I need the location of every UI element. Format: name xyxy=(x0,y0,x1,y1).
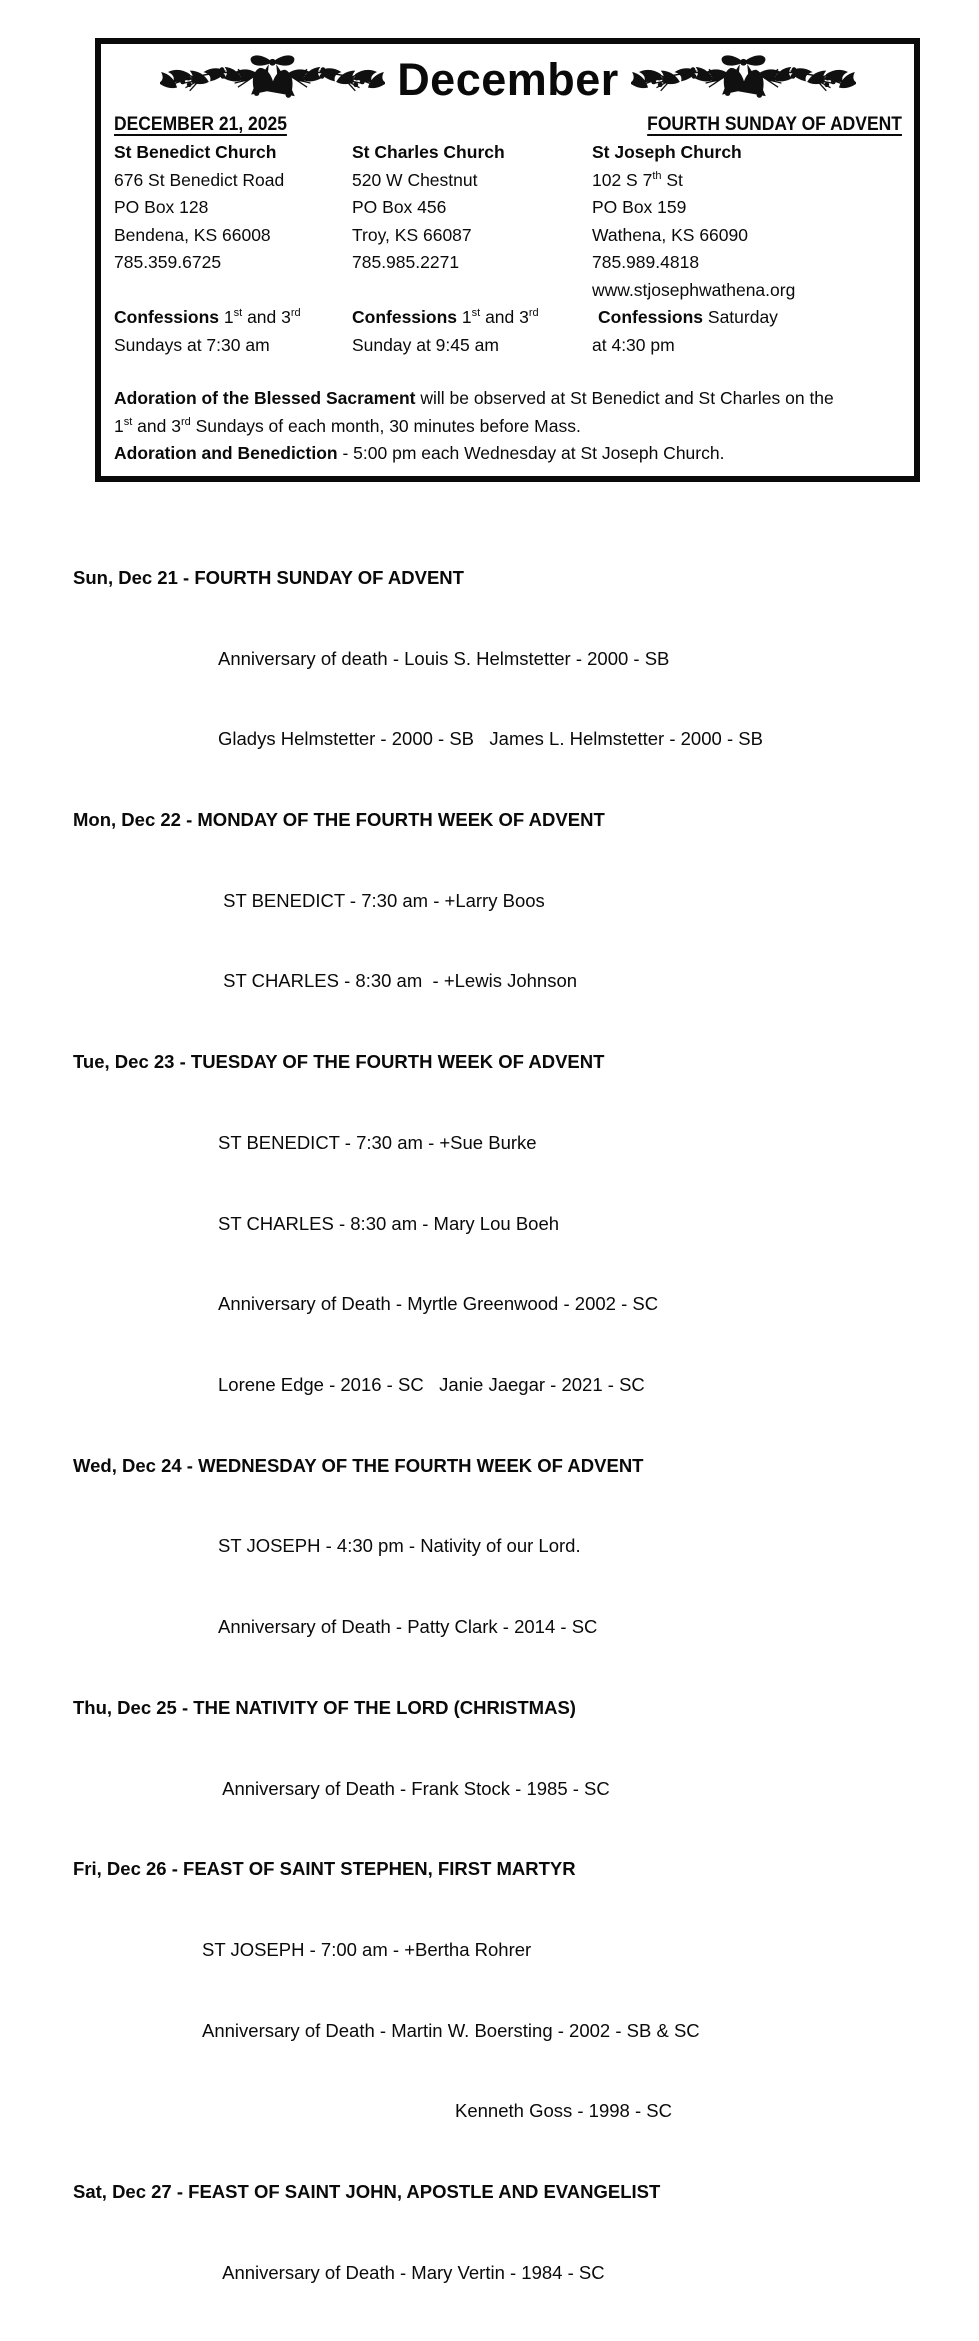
month-title: December xyxy=(397,54,619,105)
church-col-st-benedict xyxy=(114,139,352,359)
confessions-line: Confessions 1st and 3rd xyxy=(114,307,301,327)
schedule-line: ST JOSEPH - 7:00 am - +Bertha Rohrer xyxy=(202,1939,532,1961)
church-name: St Benedict Church xyxy=(114,142,277,162)
schedule-line: ST JOSEPH - 4:30 pm - Nativity of our Lord. xyxy=(218,1535,581,1557)
confessions-label: Confessions xyxy=(114,307,220,327)
schedule-line: ST CHARLES - 8:30 am - Mary Lou Boeh xyxy=(218,1212,560,1234)
confessions-time: Sundays at 7:30 am xyxy=(114,334,270,355)
church-po-box: PO Box 456 xyxy=(352,197,447,217)
church-phone: 785.985.2271 xyxy=(352,252,460,272)
church-city: Wathena, KS 66090 xyxy=(592,224,748,245)
schedule-day-heading: Fri, Dec 26 - FEAST OF SAINT STEPHEN, FIRST MARTYR xyxy=(73,1858,576,1880)
masthead-title-row xyxy=(114,48,902,112)
spacer-line xyxy=(352,277,592,305)
schedule-line: Anniversary of death - Louis S. Helmstetter - 2000 - SB xyxy=(218,647,670,669)
schedule-line: ST BENEDICT - 7:30 am - +Sue Burke xyxy=(218,1131,537,1153)
schedule-day-heading: Sat, Dec 27 - FEAST OF SAINT JOHN, APOSTLE AND EVANGELIST xyxy=(73,2181,661,2203)
schedule-line: Anniversary of Death - Patty Clark - 2014 - SC xyxy=(218,1616,598,1638)
church-name: St Charles Church xyxy=(352,142,505,162)
church-phone: 785.989.4818 xyxy=(592,252,700,272)
schedule-line: Anniversary of Death - Myrtle Greenwood - 2002 - SC xyxy=(218,1293,659,1315)
holly-bells-ornament-icon xyxy=(631,51,856,109)
adoration-sentence-2: Adoration and Benediction - 5:00 pm each Wednesday at St Joseph Church. xyxy=(114,443,725,463)
schedule-day-heading: Wed, Dec 24 - WEDNESDAY OF THE FOURTH WEEK OF ADVENT xyxy=(73,1454,644,1476)
church-city: Bendena, KS 66008 xyxy=(114,224,271,245)
schedule-line: Kenneth Goss - 1998 - SC xyxy=(455,2100,672,2122)
church-po-box: PO Box 128 xyxy=(114,197,209,217)
mass-schedule xyxy=(73,511,763,2341)
church-website: www.stjosephwathena.org xyxy=(592,279,796,300)
schedule-line: ST CHARLES - 8:30 am - +Lewis Johnson xyxy=(218,970,578,992)
confessions-line: Confessions Saturday xyxy=(598,307,778,327)
spacer-line xyxy=(114,277,352,305)
adoration-blessed-sacrament-label: Adoration of the Blessed Sacrament xyxy=(114,388,416,408)
church-col-st-charles xyxy=(352,139,592,359)
confessions-label: Confessions xyxy=(352,307,458,327)
masthead-headings xyxy=(114,114,902,136)
confessions-line: Confessions 1st and 3rd xyxy=(352,307,539,327)
church-name: St Joseph Church xyxy=(592,142,742,162)
holly-bells-ornament-icon xyxy=(160,51,385,109)
schedule-day-heading: Tue, Dec 23 - TUESDAY OF THE FOURTH WEEK OF ADVENT xyxy=(73,1051,605,1073)
church-city: Troy, KS 66087 xyxy=(352,224,472,245)
confessions-time: Sunday at 9:45 am xyxy=(352,334,499,355)
date-heading: DECEMBER 21, 2025 xyxy=(114,114,287,135)
adoration-sentence-1: Adoration of the Blessed Sacrament will be observed at St Benedict and St Charles on the 1st and 3rd Sundays of each month, 30 minutes before Mass. xyxy=(114,388,834,436)
church-po-box: PO Box 159 xyxy=(592,197,687,217)
schedule-line: ST BENEDICT - 7:30 am - +Larry Boos xyxy=(218,889,545,911)
adoration-note xyxy=(114,385,840,468)
schedule-line: Gladys Helmstetter - 2000 - SB James L. Helmstetter - 2000 - SB xyxy=(218,728,763,750)
masthead-box xyxy=(95,38,920,482)
schedule-day-heading: Thu, Dec 25 - THE NATIVITY OF THE LORD (CHRISTMAS) xyxy=(73,1696,576,1718)
confessions-label: Confessions xyxy=(598,307,704,327)
schedule-day-heading: Sun, Dec 21 - FOURTH SUNDAY OF ADVENT xyxy=(73,566,464,588)
schedule-line: Lorene Edge - 2016 - SC Janie Jaegar - 2021 - SC xyxy=(218,1374,645,1395)
confessions-time: at 4:30 pm xyxy=(592,334,675,355)
schedule-line: Anniversary of Death - Mary Vertin - 1984 - SC xyxy=(218,2261,605,2283)
church-address: 520 W Chestnut xyxy=(352,169,478,190)
feast-heading: FOURTH SUNDAY OF ADVENT xyxy=(647,114,902,135)
church-col-st-joseph xyxy=(592,139,902,359)
church-info-columns xyxy=(114,139,902,359)
church-address: 676 St Benedict Road xyxy=(114,169,285,190)
schedule-line: Anniversary of Death - Martin W. Boersting - 2002 - SB & SC xyxy=(202,2019,700,2041)
schedule-day-heading: Mon, Dec 22 - MONDAY OF THE FOURTH WEEK OF ADVENT xyxy=(73,808,605,830)
adoration-benediction-label: Adoration and Benediction xyxy=(114,443,338,463)
schedule-line: Anniversary of Death - Frank Stock - 1985 - SC xyxy=(218,1777,610,1799)
church-phone: 785.359.6725 xyxy=(114,252,222,272)
church-address: 102 S 7th St xyxy=(592,169,683,190)
